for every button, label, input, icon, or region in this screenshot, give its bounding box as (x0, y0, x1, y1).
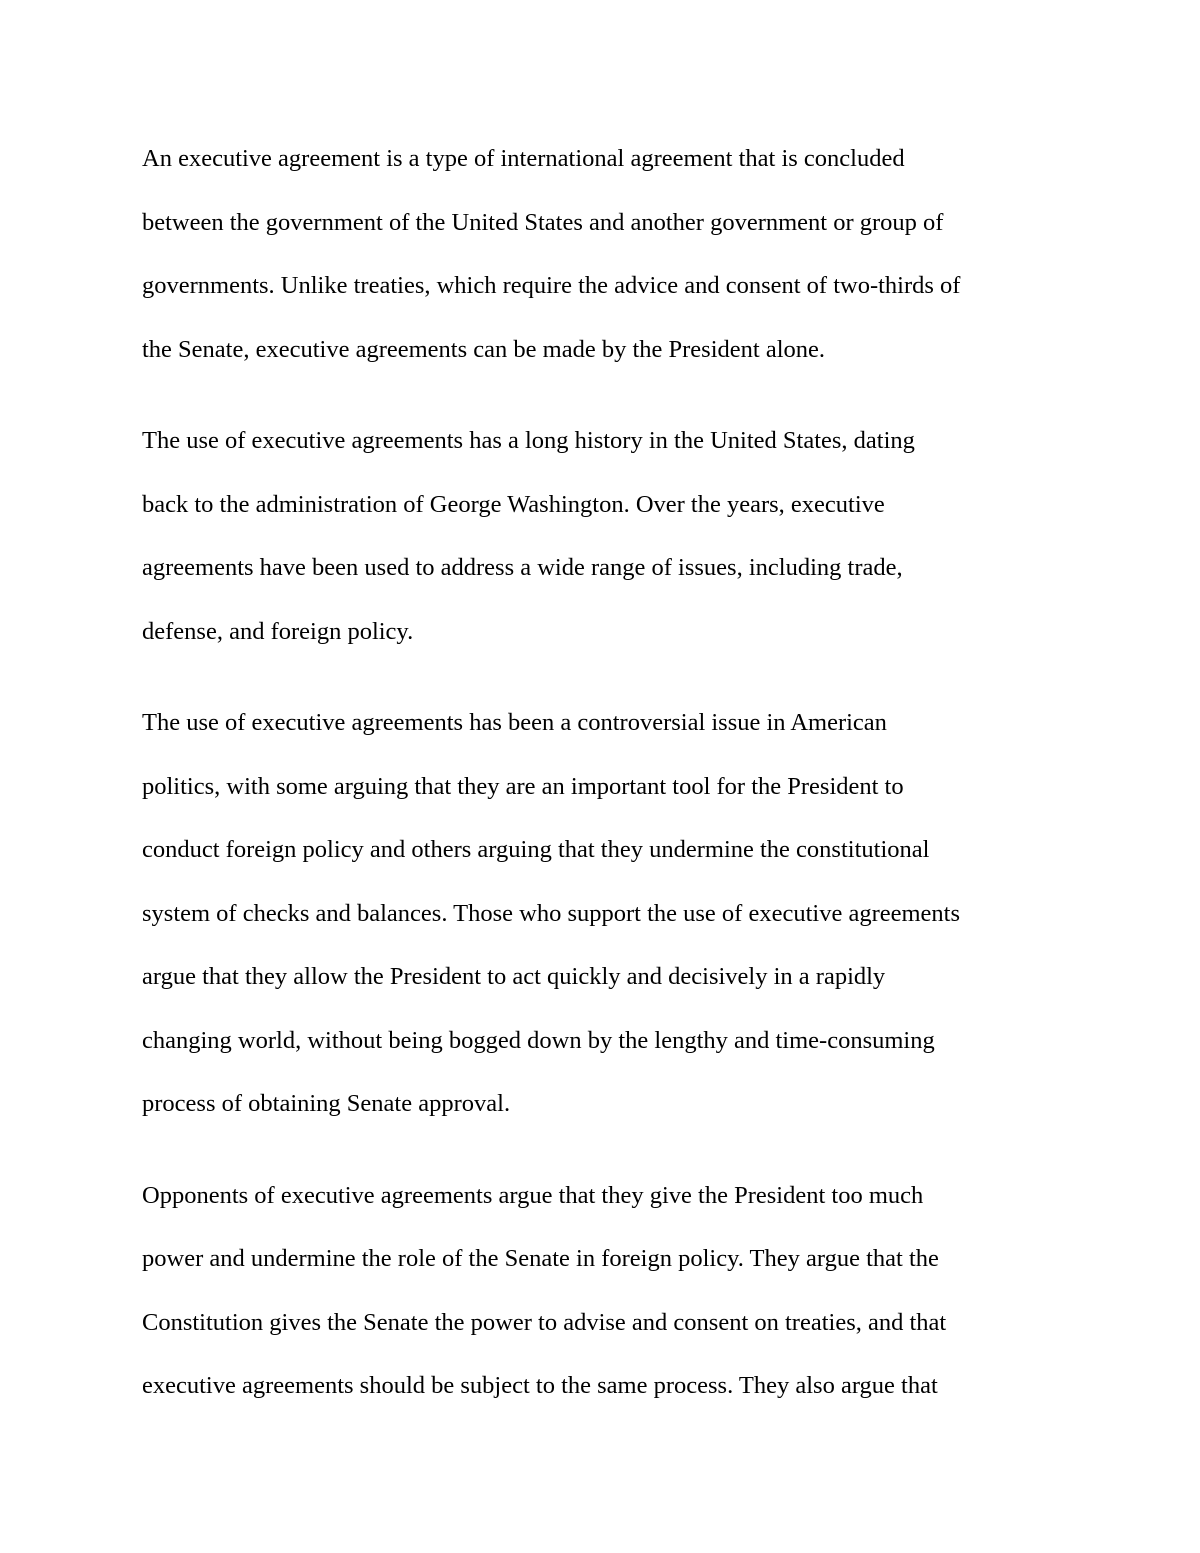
paragraph-2-line-3: agreements have been used to address a wide range of issues, including trade, (142, 554, 903, 581)
paragraph-4 (142, 1164, 1082, 1418)
paragraph-1-line-4: the Senate, executive agreements can be made by the President alone. (142, 335, 825, 363)
paragraph-3-line-3: conduct foreign policy and others arguing that they undermine the constitutional (142, 836, 930, 863)
paragraph-3-line-2: politics, with some arguing that they are an important tool for the President to (142, 772, 904, 800)
paragraph-3-line-1: The use of executive agreements has been a controversial issue in American (142, 709, 887, 736)
paragraph-2-line-1: The use of executive agreements has a long history in the United States, dating (142, 427, 915, 454)
paragraph-4-line-1: Opponents of executive agreements argue that they give the President too much (142, 1181, 924, 1209)
paragraph-2 (142, 409, 1082, 663)
paragraph-2-line-2: back to the administration of George Washington. Over the years, executive (142, 490, 885, 518)
paragraph-3-line-4: system of checks and balances. Those who support the use of executive agreements (142, 899, 960, 927)
paragraph-1-line-3: governments. Unlike treaties, which require the advice and consent of two-thirds of (142, 272, 961, 299)
document-body (142, 127, 1082, 1446)
paragraph-4-line-2: power and undermine the role of the Senate in foreign policy. They argue that the (142, 1245, 939, 1272)
paragraph-1-line-1: An executive agreement is a type of international agreement that is concluded (142, 145, 905, 172)
paragraph-1 (142, 127, 1082, 381)
paragraph-4-line-3: Constitution gives the Senate the power to advise and consent on treaties, and that (142, 1308, 947, 1336)
paragraph-3 (142, 691, 1082, 1136)
paragraph-1-line-2: between the government of the United States and another government or group of (142, 208, 944, 236)
paragraph-3-line-5: argue that they allow the President to act quickly and decisively in a rapidly (142, 963, 886, 990)
paragraph-2-line-4: defense, and foreign policy. (142, 617, 414, 645)
paragraph-3-line-7: process of obtaining Senate approval. (142, 1090, 511, 1117)
paragraph-4-line-4: executive agreements should be subject to the same process. They also argue that (142, 1372, 938, 1399)
paragraph-3-line-6: changing world, without being bogged down by the lengthy and time-consuming (142, 1026, 935, 1054)
